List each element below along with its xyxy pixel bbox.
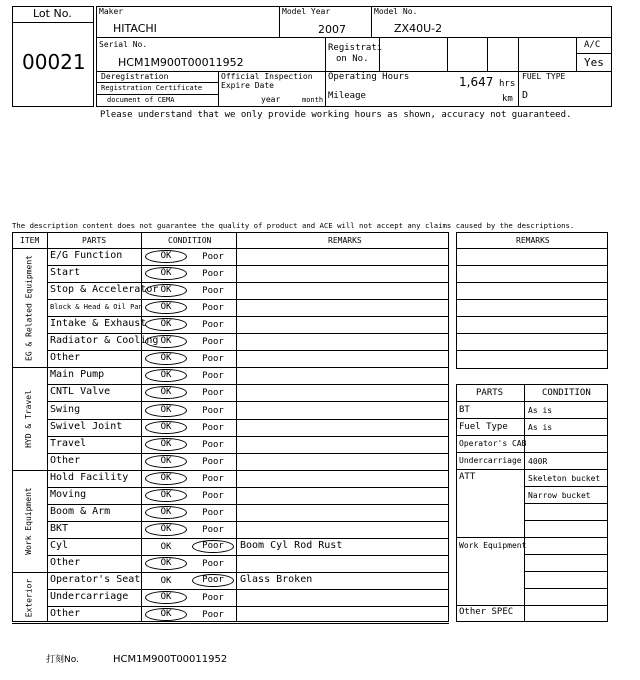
- registration-label-1: Registrati: [328, 43, 383, 53]
- part-label: Moving: [50, 488, 87, 500]
- poor-option[interactable]: Poor: [202, 507, 224, 518]
- poor-option[interactable]: Poor: [202, 610, 224, 620]
- part-label: Intake & Exhaust: [50, 318, 147, 330]
- spec-att-value-2: Narrow bucket: [528, 491, 591, 500]
- part-label: Other: [50, 556, 81, 568]
- ok-selected-oval[interactable]: OK: [145, 352, 187, 365]
- part-label: Undercarriage: [50, 591, 129, 602]
- spec-att-label: ATT: [459, 472, 476, 482]
- part-label: Block & Head & Oil Pan: [50, 303, 143, 312]
- ac-value: Yes: [584, 56, 604, 69]
- spec-cond-bt: As is: [528, 406, 553, 415]
- section-label: HYD & Travel: [24, 389, 34, 448]
- registration-certificate-label: Registration Certificate: [101, 84, 203, 92]
- maker-label: Maker: [99, 7, 124, 16]
- part-label: Start: [50, 267, 81, 279]
- spec-cond-fuel-type: As is: [528, 423, 553, 432]
- stamp-no-value: HCM1M900T00011952: [113, 654, 228, 665]
- item-header: ITEM: [20, 236, 40, 245]
- model-no-value: ZX40U-2: [394, 22, 443, 35]
- spec-parts-header: PARTS: [476, 388, 504, 398]
- remarks-header: REMARKS: [328, 236, 362, 245]
- poor-option[interactable]: Poor: [202, 456, 224, 467]
- spec-part-operators-cab: Operator's CAB: [459, 439, 527, 448]
- remark-text: Boom Cyl Rod Rust: [240, 539, 343, 551]
- model-no-label: Model No.: [374, 7, 418, 16]
- part-label: Operator's Seat: [50, 574, 141, 585]
- ok-selected-oval[interactable]: OK: [145, 455, 187, 468]
- operating-hours-label: Operating Hours: [328, 72, 410, 82]
- spec-part-undercarriage: Undercarriage: [459, 456, 522, 465]
- section-label: Work Equipment: [24, 487, 34, 555]
- deregistration-label: Deregistration: [101, 72, 169, 81]
- ok-selected-oval[interactable]: OK: [145, 335, 187, 348]
- year-label: year: [261, 95, 281, 104]
- ok-selected-oval[interactable]: OK: [145, 250, 187, 263]
- ok-selected-oval[interactable]: OK: [145, 318, 187, 331]
- part-label: Radiator & Cooling: [50, 335, 159, 347]
- ok-selected-oval[interactable]: OK: [145, 557, 187, 570]
- ok-selected-oval[interactable]: OK: [145, 386, 187, 399]
- official-inspection-label-2: Expire Date: [221, 81, 274, 90]
- part-label: Swivel Joint: [50, 420, 123, 432]
- poor-selected-oval[interactable]: Poor: [192, 574, 234, 587]
- ok-selected-oval[interactable]: OK: [145, 267, 187, 280]
- poor-option[interactable]: Poor: [202, 269, 224, 280]
- poor-option[interactable]: Poor: [202, 303, 224, 314]
- ok-selected-oval[interactable]: OK: [145, 523, 187, 536]
- poor-option[interactable]: Poor: [202, 558, 224, 569]
- parts-header: PARTS: [82, 236, 107, 245]
- poor-option[interactable]: Poor: [202, 337, 224, 348]
- poor-option[interactable]: Poor: [202, 593, 224, 603]
- part-label: Other: [50, 454, 81, 466]
- month-label: month: [302, 96, 324, 104]
- part-label: Hold Facility: [50, 471, 129, 483]
- official-inspection-label-1: Official Inspection: [221, 72, 313, 81]
- ac-label: A/C: [584, 40, 601, 50]
- ok-selected-oval[interactable]: OK: [145, 421, 187, 434]
- model-year-value: 2007: [318, 23, 346, 36]
- serial-no-value: HCM1M900T00011952: [118, 56, 244, 69]
- serial-no-label: Serial No.: [99, 40, 148, 49]
- part-label: Cyl: [50, 539, 69, 551]
- section-label: Exterior: [24, 578, 34, 617]
- disclaimer: The description content does not guarantee the quality of product and ACE will not accept any claims caused by the descriptions.: [12, 221, 575, 230]
- poor-option[interactable]: Poor: [202, 252, 224, 262]
- poor-option[interactable]: Poor: [202, 388, 224, 399]
- ok-option[interactable]: OK: [160, 541, 172, 552]
- ok-selected-oval[interactable]: OK: [145, 506, 187, 519]
- condition-header: CONDITION: [168, 236, 212, 245]
- remark-text: Glass Broken: [240, 574, 313, 585]
- registration-label-2: on No.: [336, 54, 369, 64]
- ok-selected-oval[interactable]: OK: [145, 489, 187, 502]
- fuel-type-value: D: [522, 90, 529, 101]
- ok-selected-oval[interactable]: OK: [145, 301, 187, 314]
- ok-selected-oval[interactable]: OK: [145, 438, 187, 451]
- fuel-type-label: FUEL TYPE: [522, 72, 566, 81]
- poor-option[interactable]: Poor: [202, 490, 224, 501]
- ok-selected-oval[interactable]: OK: [145, 591, 187, 604]
- stamp-no-label: 打刻No.: [46, 655, 79, 665]
- spec-condition-header: CONDITION: [542, 388, 591, 398]
- part-label: Boom & Arm: [50, 505, 111, 517]
- maker-value: HITACHI: [113, 22, 157, 35]
- part-label: Swing: [50, 403, 81, 415]
- spec-work-equipment-label: Work Equipment: [459, 541, 527, 550]
- part-label: Other: [50, 608, 81, 619]
- spec-part-fuel-type: Fuel Type: [459, 422, 508, 432]
- part-label: Other: [50, 352, 81, 364]
- section-label: EG & Related Equipment: [24, 254, 34, 361]
- spec-cond-undercarriage: 400R: [528, 457, 548, 466]
- poor-option[interactable]: Poor: [202, 524, 224, 535]
- part-label: Stop & Accelerator: [50, 284, 159, 296]
- lot-no-label: Lot No.: [33, 7, 72, 20]
- part-label: CNTL Valve: [50, 386, 111, 398]
- poor-option[interactable]: Poor: [202, 439, 224, 450]
- ok-selected-oval[interactable]: OK: [145, 472, 187, 485]
- poor-option[interactable]: Poor: [202, 320, 224, 331]
- spec-other-label: Other SPEC: [459, 607, 514, 617]
- operating-hours-value: 1,647: [459, 75, 494, 89]
- poor-option[interactable]: Poor: [202, 473, 224, 484]
- part-label: BKT: [50, 522, 69, 534]
- poor-option[interactable]: Poor: [202, 371, 224, 382]
- ok-selected-oval[interactable]: OK: [145, 284, 187, 297]
- ok-selected-oval[interactable]: OK: [145, 608, 187, 621]
- poor-option[interactable]: Poor: [202, 354, 224, 365]
- hrs-unit: hrs: [499, 79, 516, 89]
- model-year-label: Model Year: [282, 7, 331, 16]
- poor-selected-oval[interactable]: Poor: [192, 540, 234, 553]
- ok-option[interactable]: OK: [160, 576, 172, 586]
- hours-notice: Please understand that we only provide working hours as shown, accuracy not guaranteed.: [100, 110, 572, 120]
- part-label: Travel: [50, 437, 87, 449]
- spec-part-bt: BT: [459, 405, 470, 415]
- ok-selected-oval[interactable]: OK: [145, 404, 187, 417]
- part-label: E/G Function: [50, 250, 123, 261]
- poor-option[interactable]: Poor: [202, 405, 224, 416]
- ok-selected-oval[interactable]: OK: [145, 369, 187, 382]
- part-label: Main Pump: [50, 369, 105, 381]
- right-remarks-header: REMARKS: [516, 236, 550, 245]
- poor-option[interactable]: Poor: [202, 286, 224, 297]
- mileage-label: Mileage: [328, 91, 366, 101]
- spec-att-value-1: Skeleton bucket: [528, 474, 601, 483]
- cema-document-label: document of CEMA: [107, 96, 175, 104]
- lot-no-value: 00021: [22, 50, 86, 74]
- km-unit: km: [502, 94, 513, 104]
- poor-option[interactable]: Poor: [202, 422, 224, 433]
